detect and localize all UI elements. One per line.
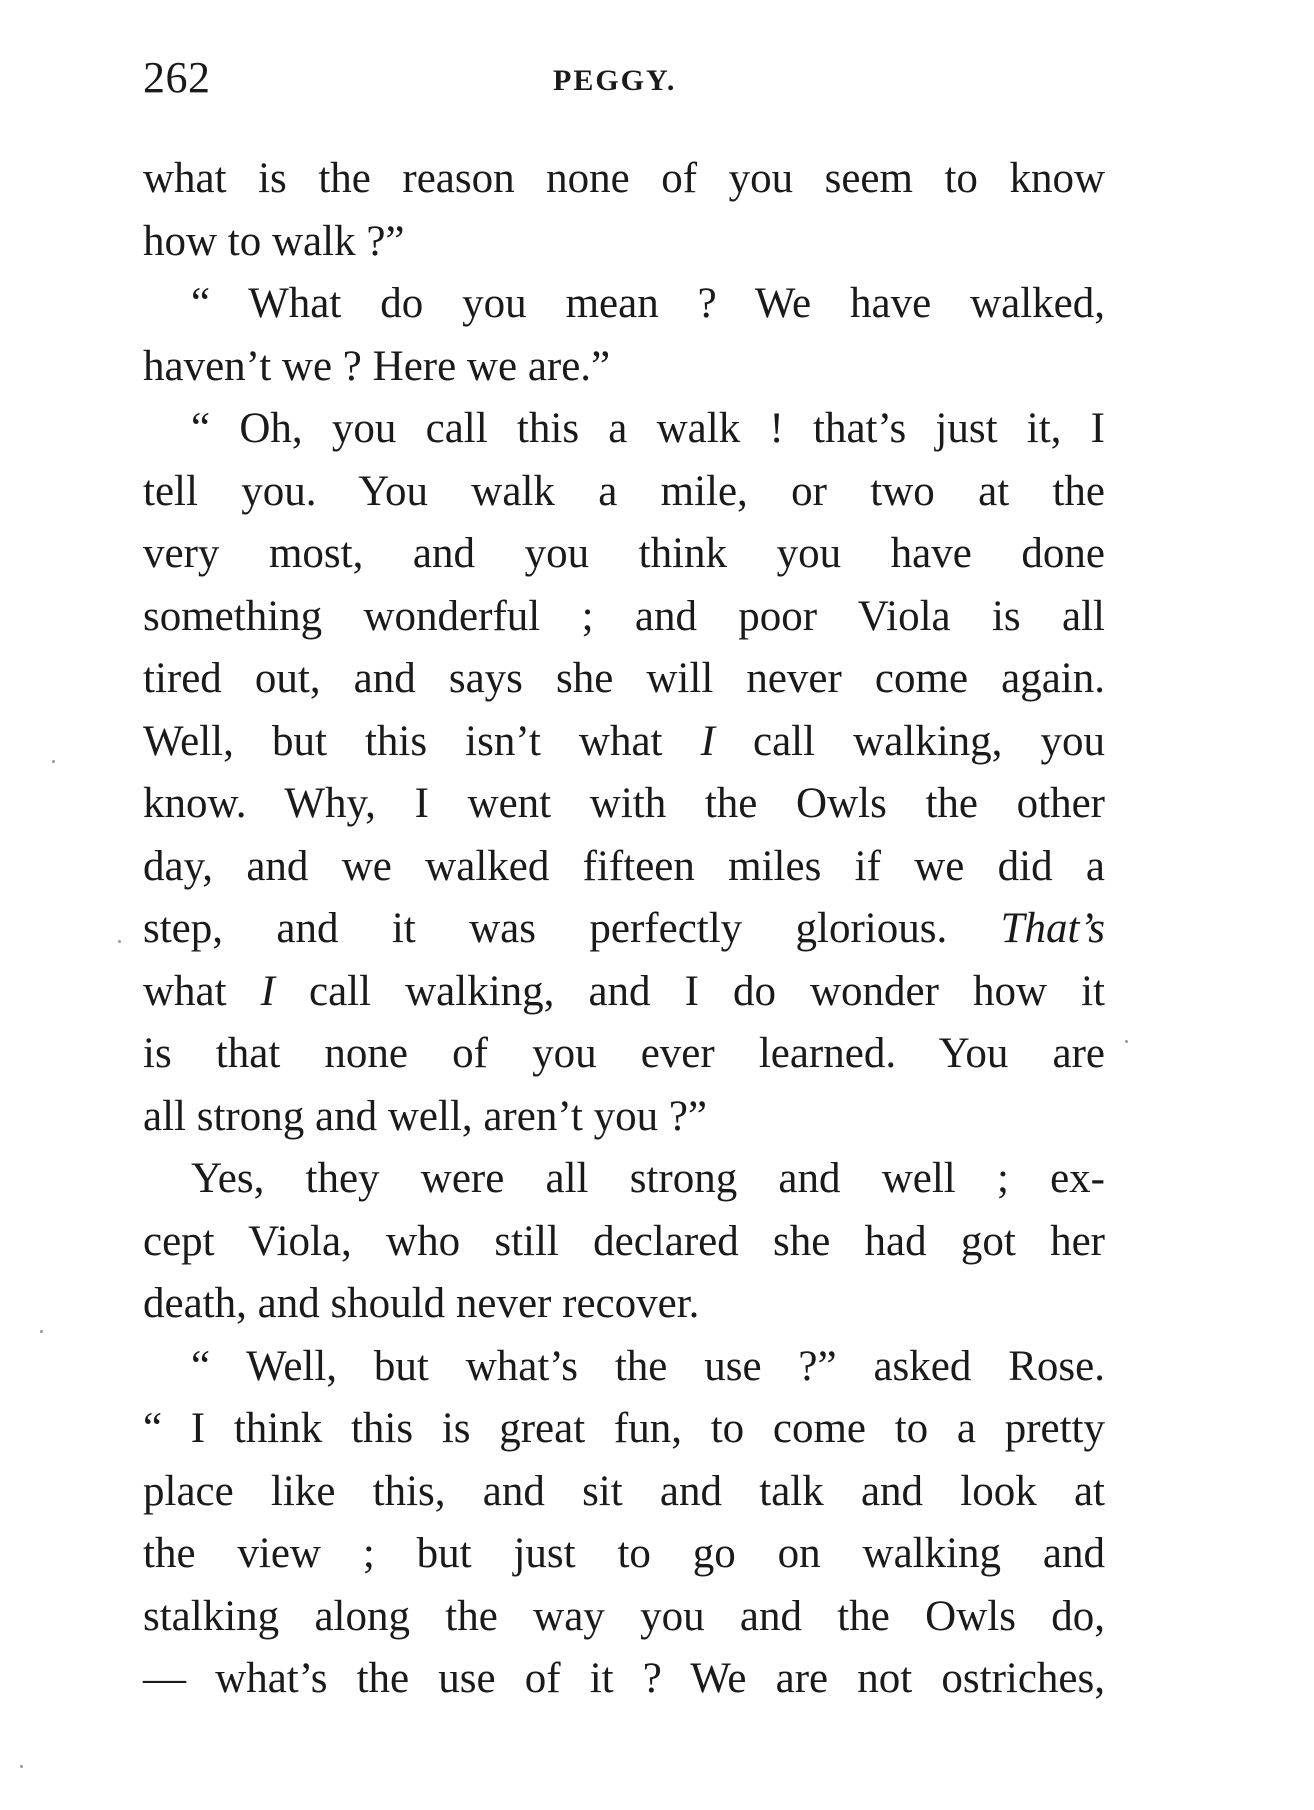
text-segment: call walking, you bbox=[714, 717, 1105, 765]
text-line: something wonderful ; and poor Viola is all bbox=[143, 592, 1105, 640]
body-text bbox=[143, 148, 1105, 1711]
text-line: — what’s the use of it ? We are not ostriches, bbox=[143, 1655, 1105, 1702]
italic-segment: That’s bbox=[1000, 905, 1105, 952]
text-line: place like this, and sit and talk and look at bbox=[143, 1467, 1105, 1515]
text-segment: call walking, and I do wonder how it bbox=[274, 967, 1105, 1015]
text-line: “ I think this is great fun, to come to a pretty bbox=[143, 1405, 1105, 1452]
paper-speck bbox=[20, 1765, 23, 1768]
paper-speck bbox=[118, 940, 121, 943]
paper-speck bbox=[52, 760, 55, 763]
text-line: what is the reason none of you seem to know bbox=[143, 155, 1105, 202]
text-line: “ Oh, you call this a walk ! that’s just it, I bbox=[191, 405, 1105, 452]
text-line bbox=[143, 961, 1105, 1024]
text-line: Yes, they were all strong and well ; ex- bbox=[191, 1155, 1105, 1202]
text-line bbox=[143, 711, 1105, 774]
text-line: death, and should never recover. bbox=[143, 1280, 700, 1327]
text-line: “ What do you mean ? We have walked, bbox=[191, 280, 1105, 327]
text-line: tired out, and says she will never come again. bbox=[143, 655, 1105, 702]
text-line: very most, and you think you have done bbox=[143, 530, 1105, 577]
text-line: haven’t we ? Here we are.” bbox=[143, 342, 611, 390]
text-line: know. Why, I went with the Owls the other bbox=[143, 780, 1105, 827]
text-line: “ Well, but what’s the use ?” asked Rose. bbox=[191, 1342, 1105, 1390]
text-line: stalking along the way you and the Owls do, bbox=[143, 1592, 1105, 1640]
italic-segment: I bbox=[700, 717, 715, 765]
paper-speck bbox=[1125, 1040, 1128, 1043]
text-line: the view ; but just to go on walking and bbox=[143, 1530, 1105, 1577]
text-segment: step, and it was perfectly glorious. bbox=[143, 905, 1001, 952]
paper-speck bbox=[40, 1330, 43, 1333]
text-line: tell you. You walk a mile, or two at the bbox=[143, 467, 1105, 515]
text-line: is that none of you ever learned. You are bbox=[143, 1030, 1105, 1077]
running-head bbox=[143, 52, 1105, 112]
page-number: 262 bbox=[143, 53, 211, 102]
text-line: cept Viola, who still declared she had got her bbox=[143, 1217, 1105, 1265]
text-segment: Well, but this isn’t what bbox=[143, 717, 701, 765]
text-segment: what bbox=[143, 967, 261, 1015]
text-line: how to walk ?” bbox=[143, 217, 405, 265]
text-line bbox=[143, 898, 1105, 961]
running-title: PEGGY. bbox=[553, 64, 677, 97]
text-line: day, and we walked fifteen miles if we did a bbox=[143, 842, 1105, 890]
italic-segment: I bbox=[260, 967, 275, 1015]
text-line: all strong and well, aren’t you ?” bbox=[143, 1092, 707, 1140]
